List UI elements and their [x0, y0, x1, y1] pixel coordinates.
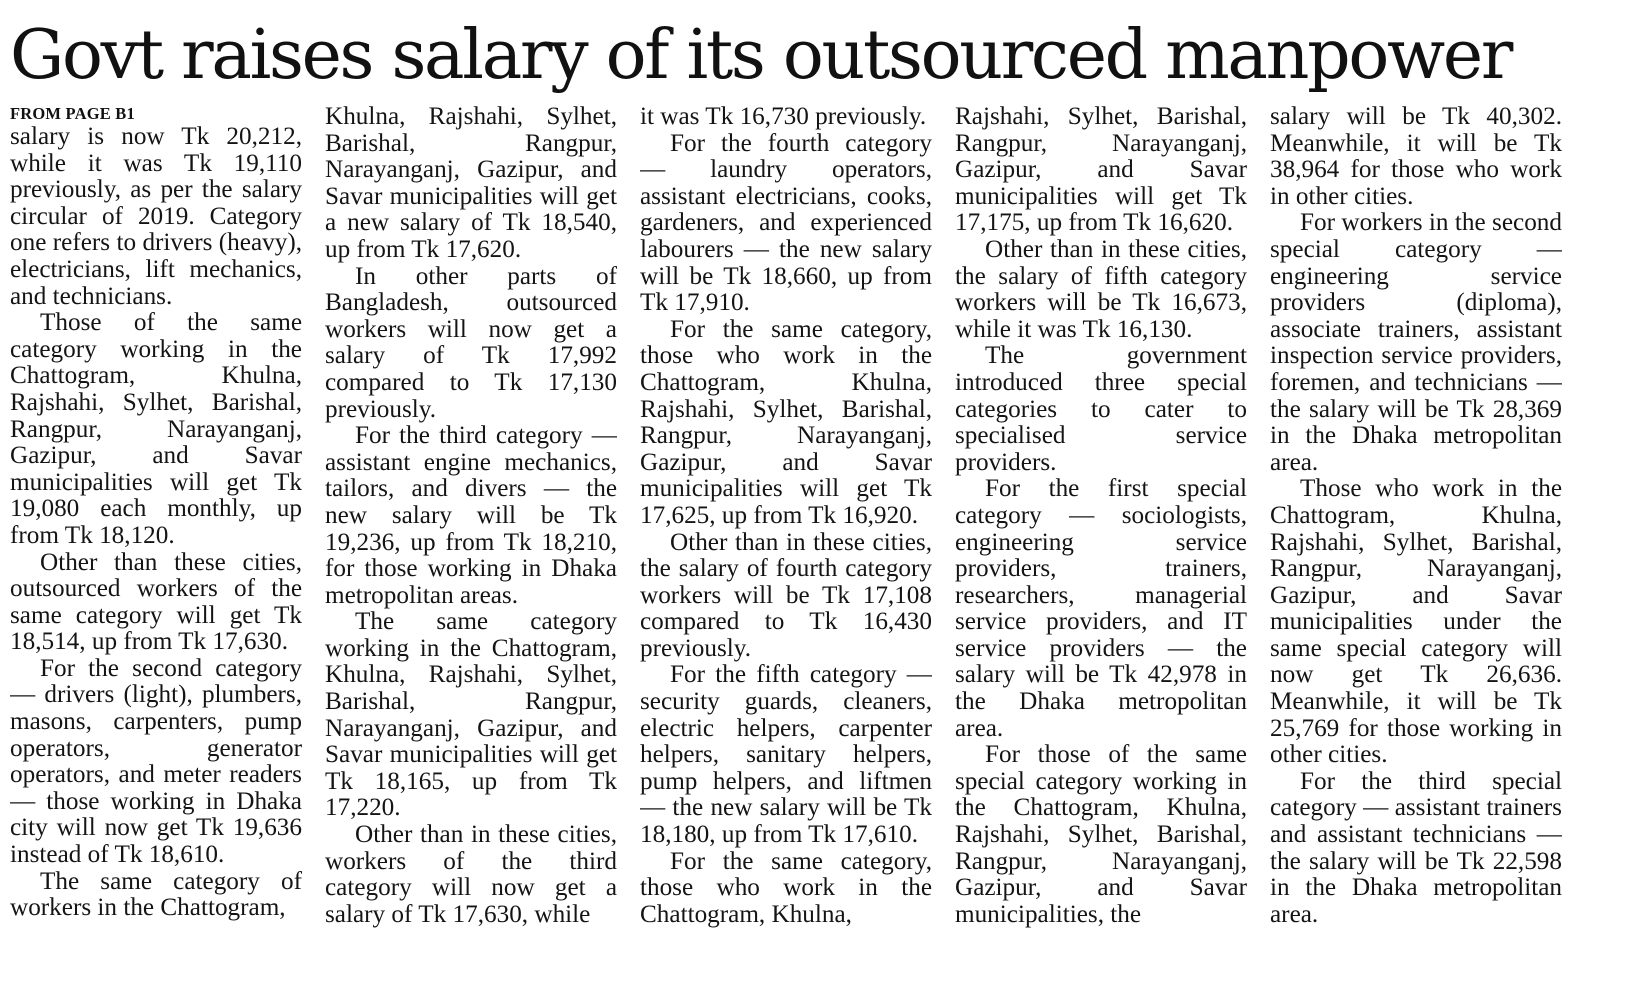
- paragraph: salary is now Tk 20,212, while it was Tk 19,110 previously, as per the salary circular of 2019. Category one refers to drivers (heavy), electricians, lift mechanics, and technicians.: [10, 123, 302, 310]
- paragraph: Those who work in the Chattogram, Khulna, Rajshahi, Sylhet, Barishal, Rangpur, Narayanganj, Gazipur, and Savar municipalities under the same special category will now get Tk 26,636. Meanwhile, it will be Tk 25,769 for those working in other cities.: [1270, 475, 1562, 769]
- paragraph: Khulna, Rajshahi, Sylhet, Barishal, Rangpur, Narayanganj, Gazipur, and Savar municipalities will get a new salary of Tk 18,540, up from Tk 17,620.: [325, 104, 617, 263]
- paragraph: Other than in these cities, the salary of fifth category workers will be Tk 16,673, while it was Tk 16,130.: [955, 235, 1247, 343]
- article-column-2: [325, 104, 617, 974]
- paragraph: Rajshahi, Sylhet, Barishal, Rangpur, Narayanganj, Gazipur, and Savar municipalities will get Tk 17,175, up from Tk 16,620.: [955, 104, 1247, 237]
- article-column-3: [640, 104, 932, 974]
- paragraph: In other parts of Bangladesh, outsourced workers will now get a salary of Tk 17,992 compared to Tk 17,130 previously.: [325, 262, 617, 423]
- article-column-1: [10, 104, 302, 974]
- paragraph: For the fifth category — security guards, cleaners, electric helpers, carpenter helpers, sanitary helpers, pump helpers, and liftmen — the new salary will be Tk 18,180, up from Tk 17,610.: [640, 661, 932, 849]
- paragraph: it was Tk 16,730 previously.: [640, 104, 927, 130]
- paragraph: Other than these cities, outsourced workers of the same category will get Tk 18,514, up from Tk 17,630.: [10, 548, 302, 656]
- paragraph: For the first special category — sociologists, engineering service providers, trainers, researchers, managerial service providers, and IT service providers — the salary will be Tk 42,978 in the Dhaka metropolitan area.: [955, 475, 1247, 742]
- paragraph: The same category of workers in the Chattogram,: [10, 867, 302, 922]
- paragraph: For the same category, those who work in the Chattogram, Khulna,: [640, 847, 932, 928]
- jump-line: FROM PAGE B1: [10, 104, 135, 123]
- paragraph: For those of the same special category working in the Chattogram, Khulna, Rajshahi, Sylhet, Barishal, Rangpur, Narayanganj, Gazipur, and Savar municipalities, the: [955, 741, 1247, 928]
- article-headline: Govt raises salary of its outsourced manpower: [10, 16, 1512, 95]
- paragraph: For the fourth category — laundry operators, assistant electricians, cooks, gardeners, and experienced labourers — the new salary will be Tk 18,660, up from Tk 17,910.: [640, 129, 932, 317]
- article-column-4: [955, 104, 1247, 974]
- paragraph: Those of the same category working in the Chattogram, Khulna, Rajshahi, Sylhet, Barishal, Rangpur, Narayanganj, Gazipur, and Savar municipalities will get Tk 19,080 each monthly, up from Tk 18,120.: [10, 309, 302, 549]
- paragraph: For the second category — drivers (light), plumbers, masons, carpenters, pump operators, generator operators, and meter readers — those working in Dhaka city will now get Tk 19,636 instead of Tk 18,610.: [10, 654, 302, 869]
- paragraph: For the same category, those who work in the Chattogram, Khulna, Rajshahi, Sylhet, Barishal, Rangpur, Narayanganj, Gazipur, and Savar municipalities will get Tk 17,625, up from Tk 16,920.: [640, 315, 932, 529]
- paragraph: Other than in these cities, the salary of fourth category workers will be Tk 17,108 compared to Tk 16,430 previously.: [640, 528, 932, 662]
- paragraph: For the third special category — assistant trainers and assistant technicians — the salary will be Tk 22,598 in the Dhaka metropolitan area.: [1270, 767, 1562, 928]
- paragraph: salary will be Tk 40,302. Meanwhile, it will be Tk 38,964 for those who work in other cities.: [1270, 104, 1562, 210]
- paragraph: For workers in the second special category — engineering service providers (diploma), associate trainers, assistant inspection service providers, foremen, and technicians — the salary will be Tk 28,369 in the Dhaka metropolitan area.: [1270, 209, 1562, 476]
- article-column-5: [1270, 104, 1562, 974]
- paragraph: Other than in these cities, workers of the third category will now get a salary of Tk 17,630, while: [325, 821, 617, 928]
- paragraph: For the third category — assistant engine mechanics, tailors, and divers — the new salary will be Tk 19,236, up from Tk 18,210, for those working in Dhaka metropolitan areas.: [325, 422, 617, 609]
- paragraph: The government introduced three special categories to cater to specialised service providers.: [955, 342, 1247, 476]
- paragraph: The same category working in the Chattogram, Khulna, Rajshahi, Sylhet, Barishal, Rangpur, Narayanganj, Gazipur, and Savar municipalities will get Tk 18,165, up from Tk 17,220.: [325, 608, 617, 822]
- article-body: [10, 104, 1622, 974]
